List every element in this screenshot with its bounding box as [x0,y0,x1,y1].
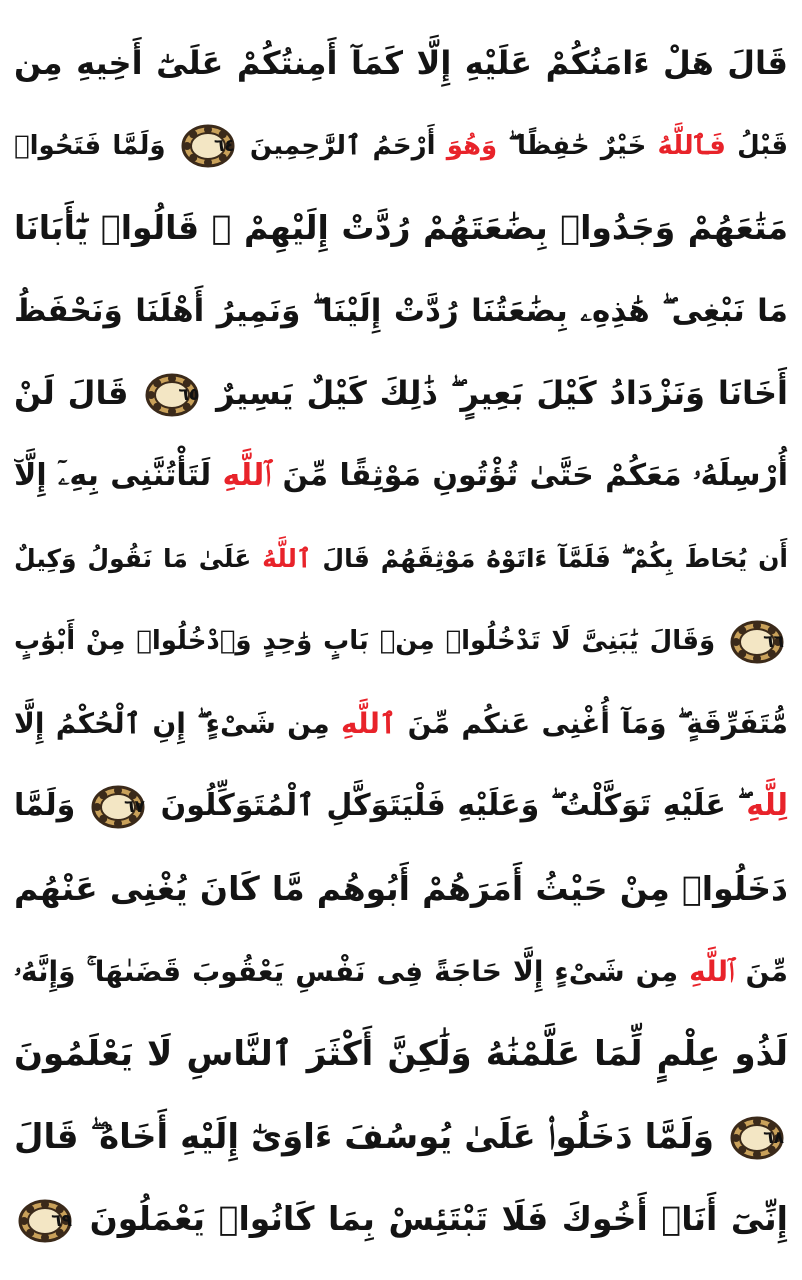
verse-line [14,518,788,601]
ayah-number: ٦٦ [763,631,784,652]
verse-line [14,1178,788,1261]
verse-text: ۖ عَلَيْهِ تَوَكَّلْتُ ۖ وَعَلَيْهِ فَلْيَتَوَكَّلِ ٱلْمُتَوَكِّلُونَ [148,788,747,824]
ayah-number: ٦٩ [51,1210,72,1231]
verse-text: قَالَ لَنْ [14,374,142,413]
ayah-number-marker [18,1198,72,1244]
ayah-number-marker [91,784,145,830]
ayah-number-marker [730,1115,784,1161]
verse-text: لَذُو عِلْمٍ لِّمَا عَلَّمْنَٰهُ وَلَٰكِنَّ أَكْثَرَ ٱلنَّاسِ لَا يَعْلَمُونَ [14,1034,788,1075]
ayah-number: ٦٨ [763,1128,784,1149]
divine-name-text: فَٱللَّهُ [657,130,726,161]
verse-line [14,683,788,766]
verse-text: أَرْحَمُ ٱلرَّٰحِمِينَ [238,130,447,161]
verse-lines [14,22,788,1262]
verse-line [14,931,788,1014]
divine-name-text: ٱللَّهِ [340,706,397,740]
verse-line [14,1096,788,1179]
verse-line [14,600,788,683]
verse-text: إِنِّىٓ أَنَا۠ أَخُوكَ فَلَا تَبْتَئِسْ بِمَا كَانُوا۟ يَعْمَلُونَ [76,1199,788,1239]
divine-name-text: لِلَّهِ [746,788,788,824]
divine-name-text: ٱللَّهُ [262,543,312,573]
verse-text: عَلَىٰ مَا نَقُولُ وَكِيلٌ [14,543,263,573]
verse-line [14,765,788,848]
verse-line [14,848,788,931]
verse-text: وَلَمَّا دَخَلُوا۟ عَلَىٰ يُوسُفَ ءَاوَىٰٓ إِلَيْهِ أَخَاهُ ۖ قَالَ [14,1116,726,1157]
verse-text: مِن شَىْءٍ ۖ إِنِ ٱلْحُكْمُ إِلَّا [14,706,341,740]
verse-line [14,105,788,188]
verse-line [14,352,788,435]
verse-text: دَخَلُوا۟ مِنْ حَيْثُ أَمَرَهُمْ أَبُوهُم مَّا كَانَ يُغْنِى عَنْهُم [14,868,788,908]
divine-name-text: وَهُوَ [446,130,498,161]
verse-line [14,1013,788,1096]
ayah-number: ٦٤ [213,136,235,157]
verse-text: لَتَأْتُنَّنِى بِهِۦٓ إِلَّآ [14,457,223,493]
ayah-number: ٦٥ [178,385,200,406]
verse-text: مَا نَبْغِى ۖ هَٰذِهِۦ بِضَٰعَتُنَا رُدَّتْ إِلَيْنَا ۖ وَنَمِيرُ أَهْلَنَا وَنَحْفَظُ [14,292,788,329]
verse-text: مِّنَ [734,954,788,988]
verse-line [14,435,788,518]
verse-text: مِن شَىْءٍ إِلَّا حَاجَةً فِى نَفْسِ يَعْقُوبَ قَضَىٰهَا ۚ وَإِنَّهُۥ [14,954,690,988]
verse-text: خَيْرٌ حَٰفِظًا ۖ [497,130,658,161]
verse-text: قَالَ هَلْ ءَامَنُكُمْ عَلَيْهِ إِلَّا كَمَآ أَمِنتُكُمْ عَلَىٰٓ أَخِيهِ مِن [14,44,788,82]
verse-text: مَتَٰعَهُمْ وَجَدُوا۟ بِضَٰعَتَهُمْ رُدَّتْ إِلَيْهِمْ ۖ قَالُوا۟ يَٰٓأَبَانَا [14,208,788,248]
divine-name-text: ٱللَّهِ [689,954,735,988]
verse-line [14,22,788,105]
ayah-number: ٦٧ [124,796,145,817]
verse-text: أَخَانَا وَنَزْدَادُ كَيْلَ بَعِيرٍ ۖ ذَٰلِكَ كَيْلٌ يَسِيرٌ [203,374,788,413]
ayah-number-marker [181,123,235,169]
verse-text: وَلَمَّا [14,788,87,824]
verse-text: قَبْلُ [725,130,788,161]
verse-text: وَقَالَ يَٰبَنِىَّ لَا تَدْخُلُوا۟ مِنۢ بَابٍ وَٰحِدٍ وَٱدْخُلُوا۟ مِنْ أَبْوَٰبٍ [14,626,726,657]
divine-name-text: ٱللَّهِ [222,457,272,493]
verse-text: مُّتَفَرِّقَةٍ ۖ وَمَآ أُغْنِى عَنكُم مِّنَ [396,706,788,740]
verse-text: أُرْسِلَهُۥ مَعَكُمْ حَتَّىٰ تُؤْتُونِ مَوْثِقًا مِّنَ [271,457,788,493]
verse-line [14,270,788,353]
ayah-number-marker [730,619,784,665]
verse-line [14,187,788,270]
ayah-number-marker [145,372,199,418]
verse-text: وَلَمَّا فَتَحُوا۟ [14,130,177,161]
verse-text: أَن يُحَاطَ بِكُمْ ۖ فَلَمَّآ ءَاتَوْهُ مَوْثِقَهُمْ قَالَ [311,543,788,573]
